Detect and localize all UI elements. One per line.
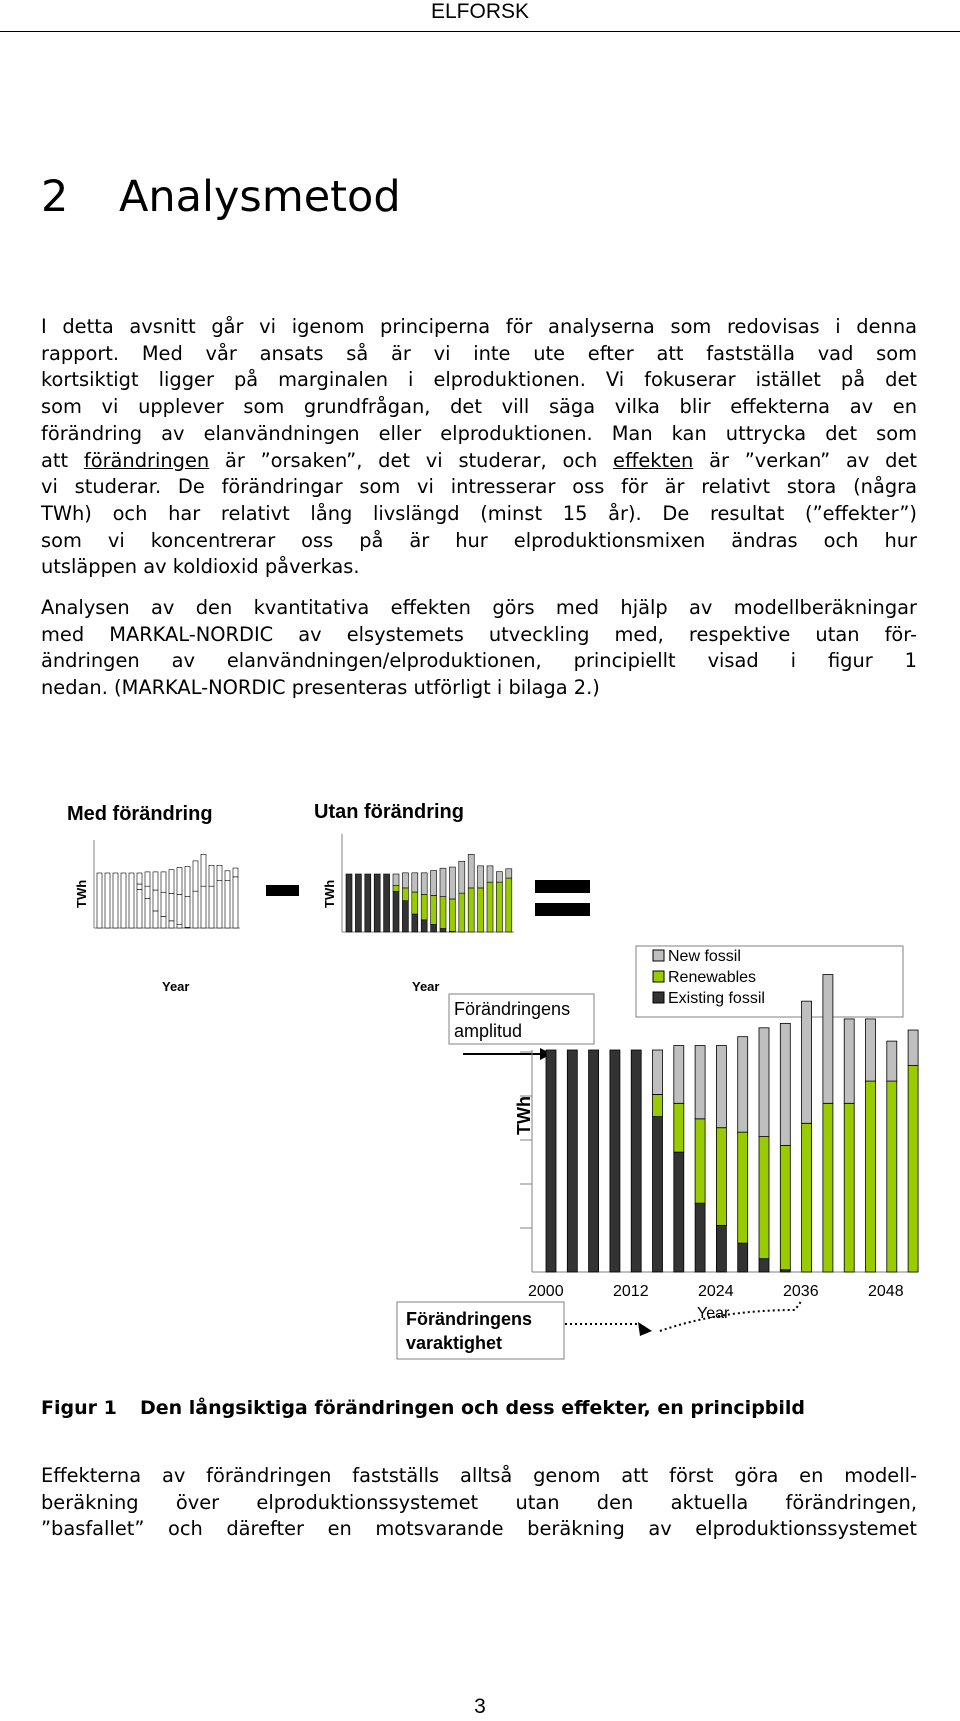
thumb-bar-segment — [478, 888, 484, 932]
bar-segment-existing-fossil — [695, 1203, 705, 1272]
thumb-bar-segment — [217, 881, 222, 928]
left-xlabel: Year — [162, 979, 190, 994]
paragraph-line — [41, 448, 917, 475]
figure-caption — [41, 1397, 805, 1419]
thumb-bar-segment — [365, 874, 371, 932]
bar-segment-new-fossil — [695, 1046, 705, 1119]
paragraph-line: Analysen av den kvantitativa effekten görs med hjälp av modellberäkningar — [41, 596, 917, 619]
header-title: ELFORSK — [430, 0, 530, 23]
middle-bars — [346, 854, 512, 932]
bar-segment-new-fossil — [780, 1023, 790, 1145]
thumb-bar-segment — [421, 894, 427, 920]
thumb-bar-segment — [384, 874, 390, 932]
bar-segment-renewables — [823, 1103, 833, 1272]
thumb-bar-segment — [177, 894, 182, 924]
text-run: är ”orsaken”, det vi studerar, och — [209, 448, 614, 472]
main-bars — [546, 975, 918, 1272]
thumb-bar-segment — [412, 892, 418, 914]
thumb-bar-segment — [468, 854, 474, 888]
thumb-bar-segment — [346, 874, 352, 932]
bar-segment-renewables — [738, 1132, 748, 1243]
thumb-bar-segment — [355, 874, 361, 932]
equals-sign-top — [535, 880, 590, 893]
x-tick-label: 2012 — [613, 1283, 649, 1300]
bar-segment-renewables — [802, 1123, 812, 1272]
bar-segment-renewables — [866, 1081, 876, 1272]
thumb-bar-segment — [193, 861, 198, 891]
thumb-bar-segment — [209, 886, 214, 928]
paragraph-line: utsläppen av koldioxid påverkas. — [41, 555, 360, 579]
paragraph-line: förändring av elanvändningen eller elproduktionen. Man kan uttrycka det som — [41, 421, 917, 445]
underlined-term: effekten — [613, 448, 694, 472]
thumb-bar-segment — [129, 873, 134, 928]
bar-segment-new-fossil — [802, 1001, 812, 1123]
chapter-heading — [41, 172, 401, 222]
paragraph-1 — [41, 314, 917, 581]
thumb-bar-segment — [201, 886, 206, 928]
x-tick-label: 2024 — [698, 1283, 734, 1300]
thumb-bar-segment — [402, 873, 408, 888]
page-header — [0, 0, 960, 32]
thumb-bar-segment — [459, 861, 465, 893]
paragraph-2 — [41, 595, 917, 702]
thumb-bar-segment — [177, 868, 182, 895]
thumb-bar-segment — [440, 897, 446, 929]
bar-segment-renewables — [716, 1128, 726, 1226]
paragraph-line: Effekterna av förändringen fastställs alltså genom att först göra en modell- — [41, 1464, 917, 1487]
thumb-bar-segment — [496, 872, 502, 882]
thumb-bar-segment — [137, 884, 142, 890]
thumb-bar-segment — [402, 888, 408, 901]
bar-segment-new-fossil — [866, 1019, 876, 1081]
x-tick-label: 2036 — [783, 1283, 819, 1300]
underlined-term: förändringen — [83, 448, 210, 472]
thumb-bar-segment — [449, 867, 455, 899]
paragraph-line: nedan. (MARKAL-NORDIC presenteras utförligt i bilaga 2.) — [41, 676, 600, 700]
amplitude-label — [449, 994, 594, 1044]
thumb-bar-segment — [487, 866, 493, 882]
text-run: att — [41, 448, 84, 472]
bar-segment-renewables — [653, 1094, 663, 1116]
bar-segment-renewables — [887, 1081, 897, 1272]
thumb-bar-segment — [153, 872, 158, 890]
paragraph-3 — [41, 1463, 917, 1543]
thumb-bar-segment — [137, 873, 142, 884]
main-legend — [636, 946, 903, 1017]
chapter-title: Analysmetod — [119, 172, 401, 222]
thumb-bar-segment — [169, 921, 174, 928]
thumb-bar-segment — [233, 877, 238, 928]
middle-panel-title: Utan förändring — [314, 801, 464, 823]
bar-segment-existing-fossil — [738, 1243, 748, 1272]
duration-label — [397, 1302, 564, 1359]
legend-label-new-fossil: New fossil — [668, 948, 741, 965]
paragraph-line: I detta avsnitt går vi igenom principerna för analyserna som redovisas i denna — [41, 315, 917, 338]
thumb-bar-segment — [225, 881, 230, 928]
thumb-bar-segment — [506, 878, 512, 932]
duration-dotted-line-right — [660, 1300, 802, 1331]
page-number: 3 — [474, 1695, 486, 1718]
paragraph-line: ändringen av elanvändningen/elproduktionen, principiellt visad i figur 1 — [41, 649, 917, 673]
thumb-bar-segment — [217, 865, 222, 880]
thumb-bar-segment — [161, 892, 166, 916]
bar-segment-existing-fossil — [631, 1050, 641, 1272]
bar-segment-renewables — [674, 1103, 684, 1152]
main-grid — [520, 1052, 532, 1228]
paragraph-line: beräkning över elproduktionssystemet utan den aktuella förändringen, — [41, 1490, 917, 1514]
legend-swatch-new-fossil — [653, 950, 664, 961]
bar-segment-renewables — [908, 1066, 918, 1272]
legend-label-renewables: Renewables — [668, 969, 757, 986]
bar-segment-new-fossil — [908, 1030, 918, 1066]
middle-small-chart — [322, 834, 514, 994]
paragraph-line: som vi koncentrerar oss på är hur elproduktionsmixen ändras och hur — [41, 528, 917, 552]
thumb-bar-segment — [153, 890, 158, 911]
middle-xlabel: Year — [412, 979, 440, 994]
duration-label-line1: Förändringens — [406, 1309, 533, 1329]
thumb-bar-segment — [431, 895, 437, 924]
thumb-bar-segment — [431, 871, 437, 896]
thumb-bar-segment — [97, 873, 102, 928]
thumb-bar-segment — [201, 854, 206, 886]
thumb-bar-segment — [412, 914, 418, 932]
legend-swatch-existing-fossil — [653, 992, 664, 1003]
bar-segment-new-fossil — [716, 1046, 726, 1128]
bar-segment-new-fossil — [887, 1041, 897, 1081]
bar-segment-existing-fossil — [546, 1050, 556, 1272]
thumb-bar-segment — [169, 893, 174, 921]
thumb-bar-segment — [225, 871, 230, 881]
legend-label-existing-fossil: Existing fossil — [668, 990, 765, 1007]
paragraph-line: med MARKAL-NORDIC av elsystemets utveckling med, respektive utan för- — [41, 622, 917, 646]
amplitude-label-line1: Förändringens — [454, 999, 571, 1019]
thumb-bar-segment — [506, 869, 512, 878]
bar-segment-existing-fossil — [653, 1117, 663, 1272]
left-small-chart — [74, 840, 240, 994]
thumb-bar-segment — [440, 868, 446, 896]
thumb-bar-segment — [113, 873, 118, 928]
thumb-bar-segment — [185, 866, 190, 896]
thumb-bar-segment — [153, 911, 158, 928]
bar-segment-renewables — [780, 1145, 790, 1269]
thumb-bar-segment — [161, 916, 166, 928]
thumb-bar-segment — [161, 872, 166, 892]
text-run: är ”verkan” av det — [693, 448, 917, 472]
figure-1 — [0, 780, 960, 1380]
thumb-bar-segment — [145, 886, 150, 898]
paragraph-line: kortsiktigt ligger på marginalen i elproduktionen. Vi fokuserar istället på det — [41, 368, 917, 392]
thumb-bar-segment — [393, 891, 399, 932]
left-bars — [97, 854, 238, 928]
thumb-bar-segment — [421, 920, 427, 932]
bar-segment-existing-fossil — [759, 1259, 769, 1272]
paragraph-line: ”basfallet” och därefter en motsvarande beräkning av elproduktionssystemet — [41, 1517, 917, 1541]
thumb-bar-segment — [496, 882, 502, 932]
paragraph-line: vi studerar. De förändringar som vi intresserar oss för är relativt stora (några — [41, 475, 917, 499]
thumb-bar-segment — [233, 868, 238, 877]
header-rule — [0, 31, 960, 32]
thumb-bar-segment — [145, 898, 150, 928]
bar-segment-renewables — [695, 1119, 705, 1203]
left-ylabel: TWh — [74, 879, 89, 908]
thumb-bar-segment — [177, 925, 182, 928]
bar-segment-existing-fossil — [674, 1152, 684, 1272]
thumb-bar-segment — [105, 873, 110, 928]
bar-segment-new-fossil — [844, 1019, 854, 1103]
x-tick-label: 2000 — [528, 1283, 564, 1300]
bar-segment-existing-fossil — [716, 1225, 726, 1272]
bar-segment-new-fossil — [674, 1046, 684, 1104]
left-panel-title: Med förändring — [67, 803, 213, 825]
thumb-bar-segment — [121, 873, 126, 928]
paragraph-line: som vi upplever som grundfrågan, det vill säga vilka blir effekterna av en — [41, 395, 917, 419]
thumb-bar-segment — [169, 870, 174, 894]
duration-label-line2: varaktighet — [406, 1333, 503, 1353]
minus-sign — [266, 885, 299, 896]
thumb-bar-segment — [193, 891, 198, 928]
caption-label: Figur 1 — [41, 1397, 117, 1419]
thumb-bar-segment — [440, 929, 446, 932]
thumb-bar-segment — [421, 873, 427, 894]
thumb-bar-segment — [487, 882, 493, 932]
thumb-bar-segment — [449, 899, 455, 931]
main-x-ticks — [528, 1283, 904, 1300]
thumb-bar-segment — [393, 874, 399, 886]
thumb-bar-segment — [393, 886, 399, 892]
bar-segment-new-fossil — [759, 1028, 769, 1137]
bar-segment-new-fossil — [738, 1037, 748, 1132]
middle-ylabel: TWh — [322, 879, 337, 908]
caption-text: Den långsiktiga förändringen och dess effekter, en principbild — [140, 1397, 806, 1419]
amplitude-label-line2: amplitud — [454, 1021, 523, 1041]
thumb-bar-segment — [431, 924, 437, 932]
bar-segment-renewables — [759, 1137, 769, 1259]
bar-segment-new-fossil — [653, 1050, 663, 1094]
thumb-bar-segment — [374, 874, 380, 932]
x-tick-label: 2048 — [868, 1283, 904, 1300]
chapter-number: 2 — [41, 172, 69, 222]
thumb-bar-segment — [185, 897, 190, 928]
main-xlabel: Year — [697, 1305, 730, 1322]
equals-sign-bottom — [535, 903, 590, 916]
bar-segment-existing-fossil — [567, 1050, 577, 1272]
thumb-bar-segment — [459, 893, 465, 932]
thumb-bar-segment — [137, 890, 142, 929]
thumb-bar-segment — [402, 901, 408, 932]
bar-segment-existing-fossil — [610, 1050, 620, 1272]
thumb-bar-segment — [412, 873, 418, 892]
thumb-bar-segment — [209, 865, 214, 886]
paragraph-line: rapport. Med vår ansats så är vi inte ute efter att fastställa vad som — [41, 341, 917, 365]
paragraph-line: TWh) och har relativt lång livslängd (minst 15 år). De resultat (”effekter”) — [41, 501, 917, 525]
legend-swatch-renewables — [653, 971, 664, 982]
bar-segment-renewables — [844, 1103, 854, 1272]
thumb-bar-segment — [478, 866, 484, 888]
thumb-bar-segment — [145, 872, 150, 886]
bar-segment-existing-fossil — [589, 1050, 599, 1272]
thumb-bar-segment — [468, 888, 474, 932]
main-ylabel: TWh — [514, 1096, 534, 1135]
bar-segment-new-fossil — [823, 975, 833, 1104]
duration-arrowhead — [638, 1322, 652, 1336]
